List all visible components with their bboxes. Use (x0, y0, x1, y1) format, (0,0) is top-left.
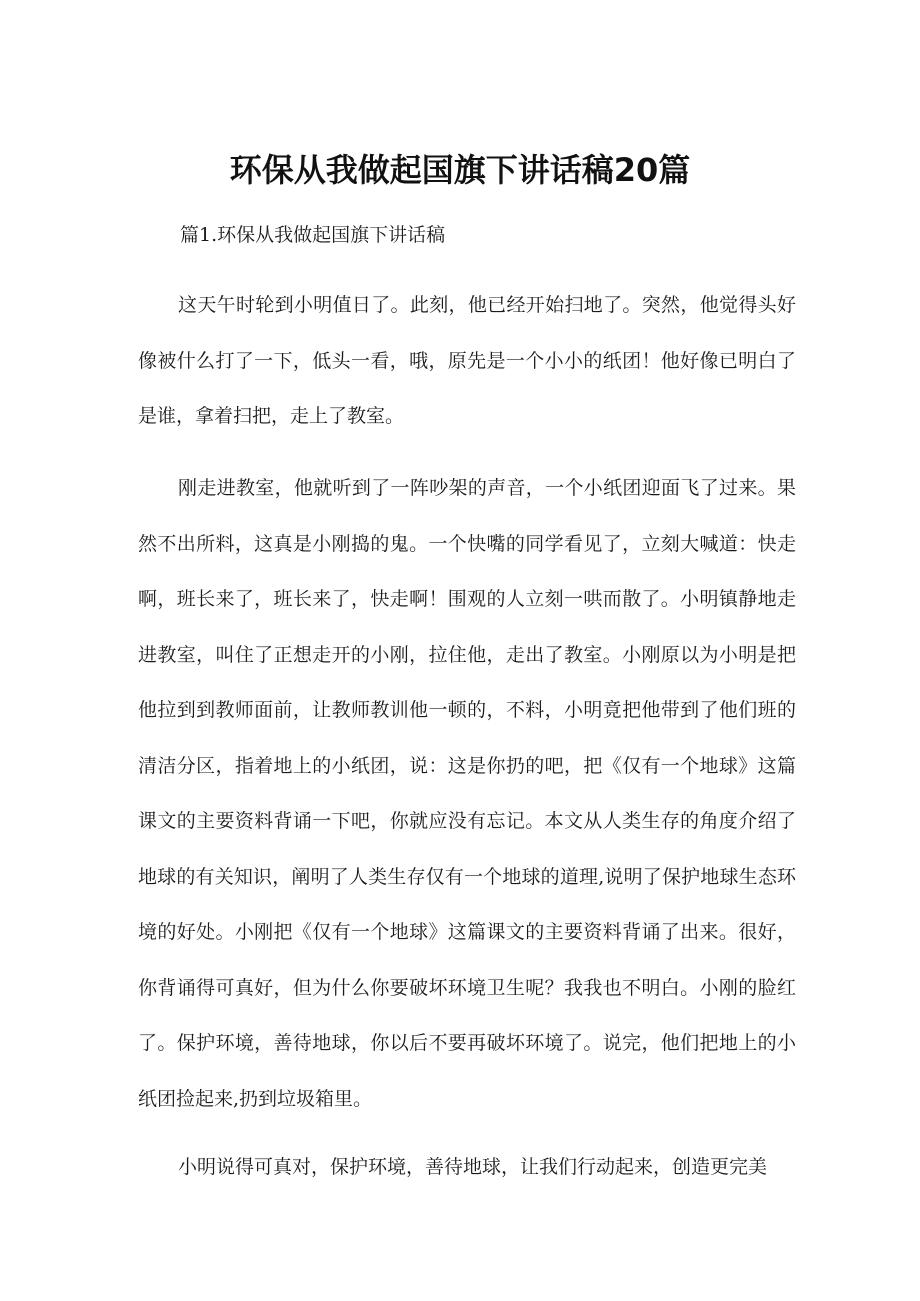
paragraph-3: 小明说得可真对，保护环境，善待地球，让我们行动起来，创造更完美 (178, 1156, 768, 1178)
document-title: 环保从我做起国旗下讲话稿20篇 (229, 151, 691, 189)
section-heading: 篇1.环保从我做起国旗下讲话稿 (180, 224, 446, 246)
paragraph-2: 刚走进教室，他就听到了一阵吵架的声音，一个小纸团迎面飞了过来。果然不出所料，这真是小刚捣的鬼。一个快嘴的同学看见了，立刻大喊道：快走啊，班长来了，班长来了，快走啊！围观的人立刻一哄而散了。小明镇静地走进教室，叫住了正想走开的小刚，拉住他，走出了教室。小刚原以为小明是把他拉到到教师面前，让教师教训他一顿的，不料，小明竟把他带到了他们班的清洁分区，指着地上的小纸团，说：这是你扔的吧，把《仅有一个地球》这篇课文的主要资料背诵一下吧，你就应没有忘记。本文从人类生存的角度介绍了地球的有关知识，阐明了人类生存仅有一个地球的道理,说明了保护地球生态环境的好处。小刚把《仅有一个地球》这篇课文的主要资料背诵了出来。很好，你背诵得可真好，但为什么你要破坏环境卫生呢？我我也不明白。小刚的脸红了。保护环境，善待地球，你以后不要再破坏环境了。说完，他们把地上的小纸团捡起来,扔到垃圾箱里。 (138, 477, 796, 1110)
paragraph-1: 这天午时轮到小明值日了。此刻，他已经开始扫地了。突然，他觉得头好像被什么打了一下，低头一看，哦，原先是一个小小的纸团！他好像已明白了是谁，拿着扫把，走上了教室。 (138, 294, 796, 427)
